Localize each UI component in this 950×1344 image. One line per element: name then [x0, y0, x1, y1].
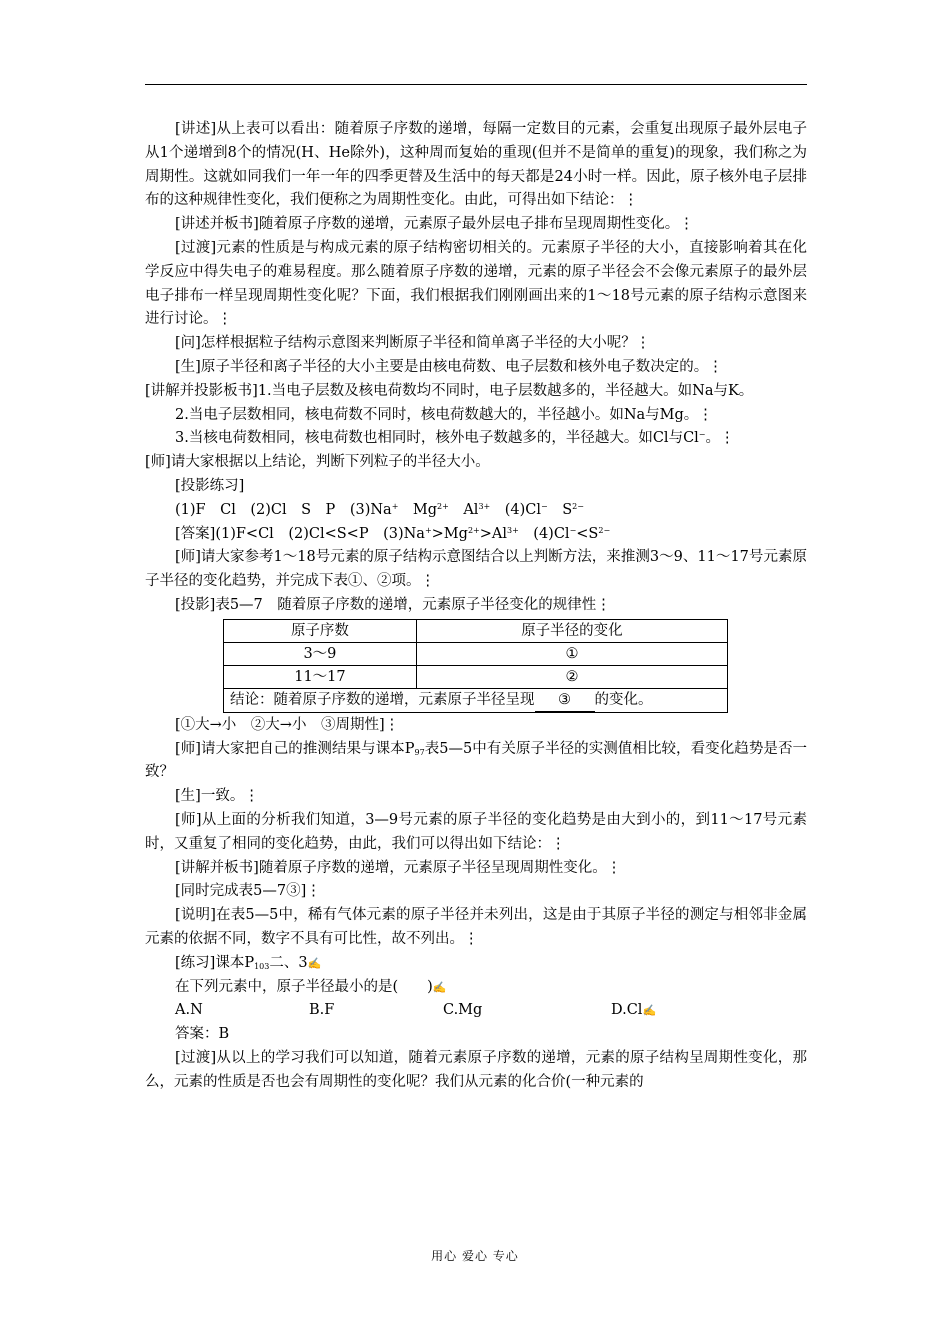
hand-pointer-icon: ✍: [642, 1004, 657, 1018]
hand-pointer-icon: ✍: [307, 956, 322, 970]
paragraph-projection-exercise: [投影练习]: [175, 477, 245, 494]
paragraph-table-answers: [①大→小 ②大→小 ③周期性]⋮: [175, 716, 400, 733]
page-footer: 用心 爱心 专心: [431, 1249, 519, 1263]
paragraph-teacher-analysis: [师]从上面的分析我们知道，3—9号元素的原子半径的变化趋势是由大到小的，到11～17号元素时，又重复了相同的变化趋势，由此，我们可以得出如下结论：⋮: [145, 811, 807, 852]
paragraph-student: [生]原子半径和离子半径的大小主要是由核电荷数、电子层数和核外电子数决定的。⋮: [175, 358, 723, 375]
paragraph-complete-table: [同时完成表5—7③]⋮: [175, 883, 321, 900]
paragraph-rule-3: 3.当核电荷数相同，核电荷数也相同时，核外电子数越多的，半径越大。如Cl与Cl−。⋮: [175, 430, 735, 447]
paragraph-teacher-judge: [师]请大家根据以上结论，判断下列粒子的半径大小。: [145, 454, 490, 471]
table-conclusion-cell: 结论：随着原子序数的递增，元素原子半径呈现 ③ 的变化。: [224, 688, 728, 712]
table-cell: ②: [416, 665, 727, 688]
table-header-cell: 原子半径的变化: [416, 619, 727, 642]
paragraph-projection-table: [投影]表5—7 随着原子序数的递增，元素原子半径变化的规律性⋮: [175, 596, 611, 613]
answer-line: [答案](1)F<Cl (2)Cl<S<P $(3)Na^+>Mg^{2+}>Al^{3+}$ $(4)Cl^-<S^{2-}$: [175, 525, 611, 542]
paragraph-narration-board: [讲述并板书]随着原子序数的递增，元素原子最外层电子排布呈现周期性变化。⋮: [175, 216, 694, 233]
table-cell: 11～17: [224, 665, 417, 688]
paragraph-board-conclusion: [讲解并板书]随着原子序数的递增，元素原子半径呈现周期性变化。⋮: [175, 859, 622, 876]
table-row: [224, 665, 728, 688]
paragraph-rule-1: [讲解并投影板书]1.当电子层数及核电荷数均不同时，电子层数越多的，半径越大。如Na与K。: [145, 382, 754, 399]
paragraph-teacher-compare: [师]请大家把自己的推测结果与课本$P_{97}$表5—5中有关原子半径的实测值相比较，看变化趋势是否一致？: [145, 740, 807, 781]
paragraph-transition: [过渡]元素的性质是与构成元素的原子结构密切相关的。元素原子半径的大小，直接影响着其在化学反应中得失电子的难易程度。那么随着原子序数的递增，元素的原子半径会不会像元素原子的最外层电子排布一样呈现周期性变化呢？下面，我们根据我们刚刚画出来的1～18号元素的原子结构示意图来进行讨论。⋮: [145, 239, 807, 328]
option-b: B.F: [309, 1002, 335, 1019]
paragraph-answer: 答案：B: [175, 1026, 230, 1043]
paragraph-student-agree: [生]一致。⋮: [175, 788, 259, 805]
option-a: A.N: [175, 1002, 203, 1019]
answer-options: [145, 999, 807, 1023]
table-cell: ①: [416, 642, 727, 665]
hand-pointer-icon: ✍: [432, 980, 447, 994]
paragraph-practice: [练习]课本$P_{103}$二、3✍: [175, 954, 322, 971]
table-header-cell: 原子序数: [224, 619, 417, 642]
table-cell: 3～9: [224, 642, 417, 665]
fill-blank: ③: [535, 689, 595, 712]
paragraph-question-item: 在下列元素中，原子半径最小的是( )✍: [175, 978, 447, 995]
paragraph-question: [问]怎样根据粒子结构示意图来判断原子半径和简单离子半径的大小呢？⋮: [175, 335, 651, 352]
radius-trend-table: [223, 619, 728, 713]
option-c: C.Mg: [443, 1002, 483, 1019]
document-body: [145, 118, 807, 1094]
table-conclusion-row: [224, 688, 728, 712]
exercise-line: (1)F Cl (2)Cl S P (3)Na+ $Mg^{2+}$ $Al^{3+}$ (4)Cl− $S^{2-}$: [175, 501, 584, 518]
paragraph-explanation: [说明]在表5—5中，稀有气体元素的原子半径并未列出，这是由于其原子半径的测定与相邻非金属元素的依据不同，数字不具有可比性，故不列出。⋮: [145, 907, 807, 947]
table-row: [224, 642, 728, 665]
paragraph-transition-2: [过渡]从以上的学习我们可以知道，随着元素原子序数的递增，元素的原子结构呈周期性变化，那么，元素的性质是否也会有周期性的变化呢？我们从元素的化合价(一种元素的: [145, 1049, 807, 1090]
paragraph-rule-2: 2.当电子层数相同，核电荷数不同时，核电荷数越大的，半径越小。如Na与Mg。⋮: [175, 406, 713, 423]
paragraph-narration-1: [讲述]从上表可以看出：随着原子序数的递增，每隔一定数目的元素，会重复出现原子最外层电子从1个递增到8个的情况(H、He除外)，这种周而复始的重现(但并不是简单的重复)的现象，我们称之为周期性。这就如同我们一年一年的四季更替及生活中的每天都是24小时一样。因此，原子核外电子层排布的这种规律性变化，我们便称之为周期性变化。由此，可得出如下结论：⋮: [145, 121, 807, 209]
option-d: D.Cl✍: [611, 1002, 657, 1019]
table-header-row: [224, 619, 728, 642]
header-rule: [145, 84, 807, 85]
paragraph-teacher-infer: [师]请大家参考1～18号元素的原子结构示意图结合以上判断方法，来推测3～9、11～17号元素原子半径的变化趋势，并完成下表①、②项。⋮: [145, 549, 807, 590]
